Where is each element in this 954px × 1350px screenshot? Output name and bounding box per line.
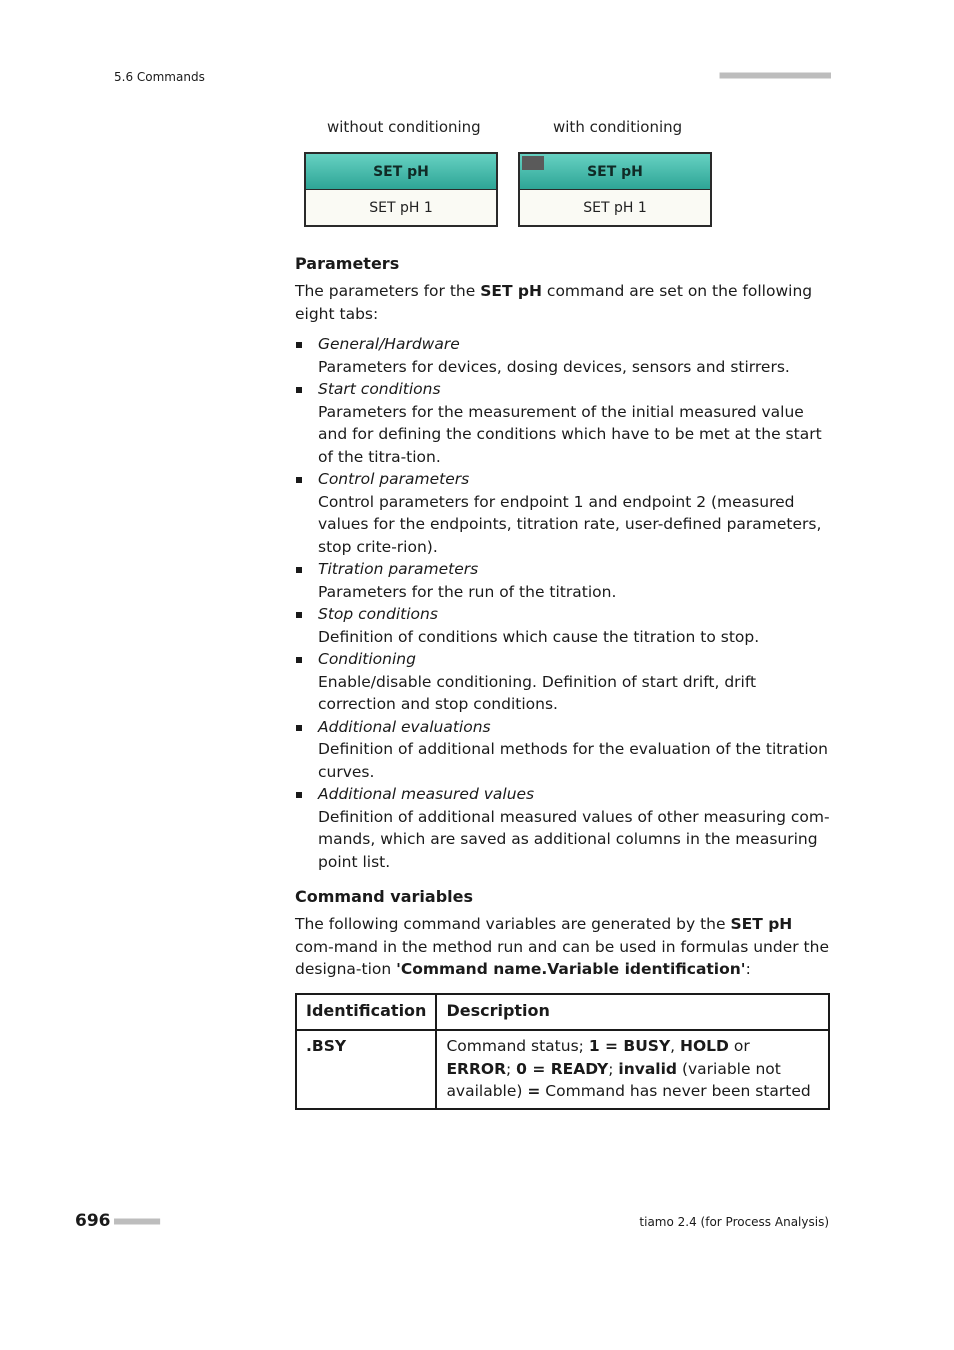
main-content (295, 254, 830, 1110)
parameters-intro: The parameters for the SET pH command are set on the following eight tabs: (295, 282, 813, 323)
list-item: Start conditions Parameters for the measurement of the initial measured value and for defining the conditions which have to be met at the start of the titra-tion. (295, 378, 830, 468)
caption-with-conditioning: with conditioning (553, 118, 683, 136)
command-variables-heading: Command variables (295, 887, 473, 906)
column-header-description: Description (436, 994, 829, 1031)
command-box-label: SET pH 1 (369, 199, 433, 216)
table-header-row (296, 994, 829, 1031)
command-box-label: SET pH 1 (583, 199, 647, 216)
table-row (296, 1030, 829, 1109)
parameter-tabs-list (295, 333, 830, 873)
command-variables-intro: The following command variables are generated by the SET pH com-mand in the method run and can be used in formulas under the designa-tion 'Command name.Variable identification': (295, 915, 829, 978)
set-ph-command-box-with-conditioning (518, 152, 712, 227)
page-number: 696 (75, 1211, 111, 1231)
list-item: Titration parameters Parameters for the run of the titration. (295, 558, 830, 603)
command-box-title: SET pH (520, 154, 710, 190)
set-ph-command-box-without-conditioning (304, 152, 498, 227)
list-item: Additional measured values Definition of additional measured values of other measuring com-mands, which are saved as additional columns in the measuring point list. (295, 783, 830, 873)
caption-without-conditioning: without conditioning (327, 118, 481, 136)
list-item: Additional evaluations Definition of additional methods for the evaluation of the titration curves. (295, 716, 830, 784)
list-item: Conditioning Enable/disable conditioning. Definition of start drift, drift correction and stop conditions. (295, 648, 830, 716)
command-box-title: SET pH (306, 154, 496, 190)
list-item: Stop conditions Definition of conditions which cause the titration to stop. (295, 603, 830, 648)
parameters-heading: Parameters (295, 254, 400, 273)
list-item: General/Hardware Parameters for devices, dosing devices, sensors and stirrers. (295, 333, 830, 378)
product-name: tiamo 2.4 (for Process Analysis) (639, 1215, 829, 1229)
header-dots: ■■■■■■■■■■■■■■■■■■■■■■ (719, 70, 830, 81)
running-header-section: 5.6 Commands (114, 70, 205, 84)
command-variables-table (295, 993, 830, 1110)
column-header-identification: Identification (296, 994, 436, 1031)
conditioning-flag-icon (522, 156, 544, 170)
list-item: Control parameters Control parameters for endpoint 1 and endpoint 2 (measured values for the endpoints, titration rate, user-defined parameters, stop crite-rion). (295, 468, 830, 558)
variable-description: Command status; 1 = BUSY, HOLD or ERROR; 0 = READY; invalid (variable not available) = Command has never been started (436, 1030, 829, 1109)
variable-identification: .BSY (296, 1030, 436, 1109)
footer-dots: ■■■■■■■■■ (114, 1216, 160, 1227)
